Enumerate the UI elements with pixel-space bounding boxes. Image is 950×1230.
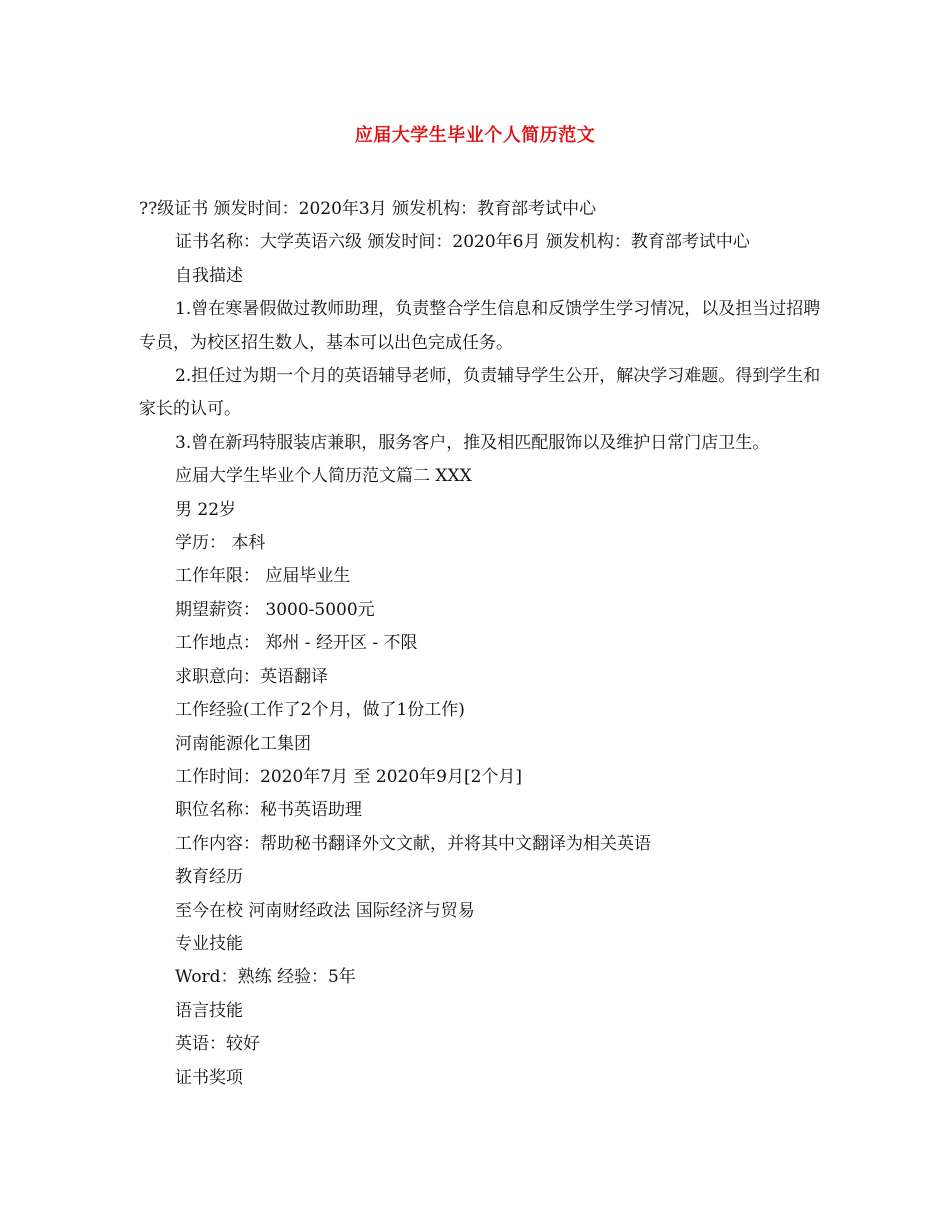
document-line: 1.曾在寒暑假做过教师助理，负责整合学生信息和反馈学生学习情况，以及担当过招聘专员，为校区招生数人，基本可以出色完成任务。: [139, 299, 821, 353]
document-line: Word：熟练 经验：5年: [175, 967, 356, 988]
document-line: 3.曾在新玛特服装店兼职，服务客户，推及相匹配服饰以及维护日常门店卫生。: [175, 432, 770, 453]
document-line: 工作时间：2020年7月 至 2020年9月[2个月]: [175, 766, 523, 787]
document-line: 求职意向：英语翻译: [175, 666, 328, 687]
document-line: 至今在校 河南财经政法 国际经济与贸易: [175, 900, 475, 921]
document-title: 应届大学生毕业个人简历范文: [354, 125, 596, 146]
document-line: 教育经历: [175, 867, 243, 888]
document-line: 河南能源化工集团: [175, 733, 311, 754]
document-line: 英语：较好: [175, 1034, 260, 1055]
document-line: 证书名称：大学英语六级 颁发时间：2020年6月 颁发机构：教育部考试中心: [175, 232, 750, 253]
document-line: 职位名称：秘书英语助理: [175, 800, 362, 821]
document-line: 学历： 本科: [175, 533, 266, 554]
document-line: 自我描述: [175, 265, 243, 286]
document-line: 语言技能: [175, 1000, 243, 1021]
document-line: 2.担任过为期一个月的英语辅导老师，负责辅导学生公开，解决学习难题。得到学生和家长的认可。: [139, 366, 821, 420]
document-line: 男 22岁: [175, 499, 237, 520]
document-body: [139, 193, 829, 1095]
document-line: 工作经验(工作了2个月，做了1份工作): [175, 700, 465, 721]
document-line: 应届大学生毕业个人简历范文篇二 XXX: [175, 466, 472, 487]
document-line: 证书奖项: [175, 1067, 243, 1088]
document-line: 工作地点： 郑州 - 经开区 - 不限: [175, 633, 418, 654]
document-line: 专业技能: [175, 933, 243, 954]
document-line: 工作年限： 应届毕业生: [175, 566, 351, 587]
document-line: ??级证书 颁发时间：2020年3月 颁发机构：教育部考试中心: [139, 199, 597, 219]
document-line: 工作内容：帮助秘书翻译外文文献，并将其中文翻译为相关英语: [175, 833, 651, 854]
document-line: 期望薪资： 3000-5000元: [175, 599, 375, 620]
